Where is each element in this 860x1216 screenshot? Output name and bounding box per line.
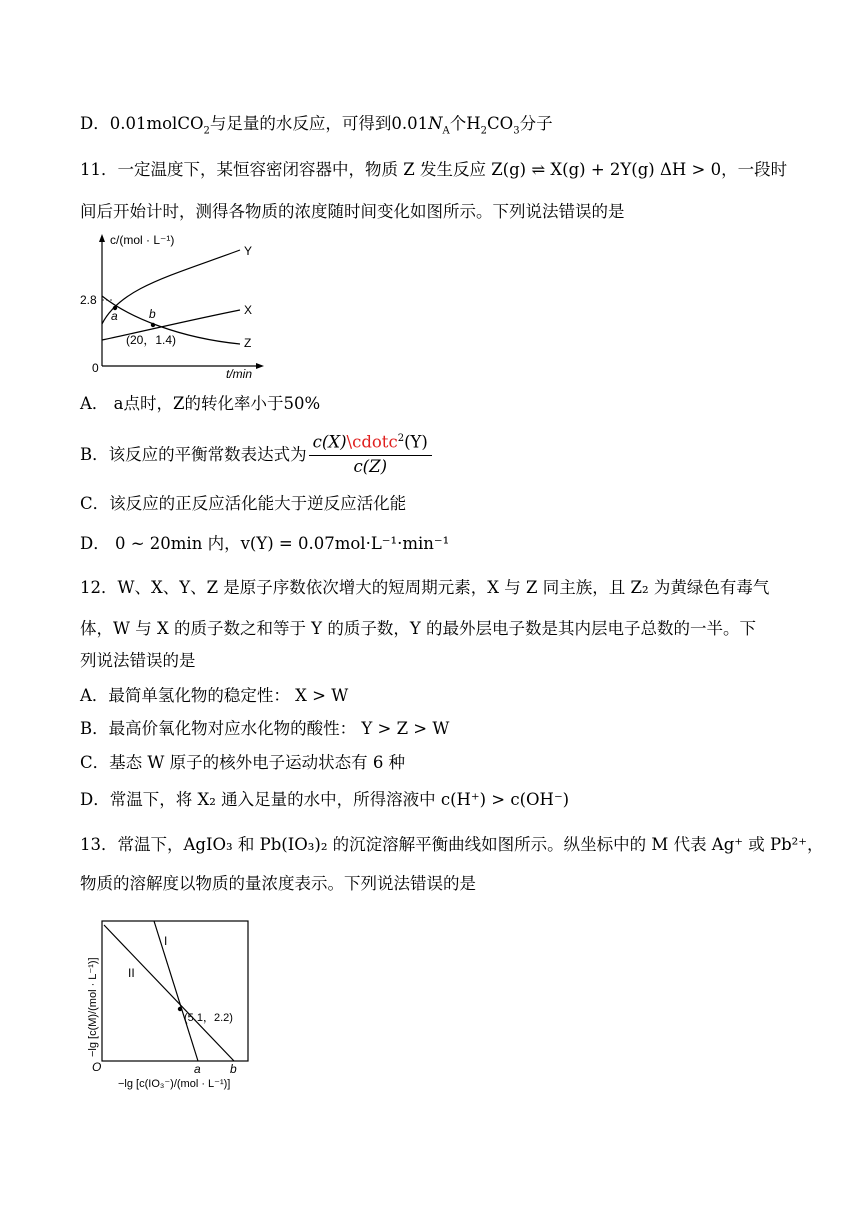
intersection-point <box>178 1007 182 1011</box>
q13-stem-line-1: 13．常温下，AgIO₃ 和 Pb(IO₃)₂ 的沉淀溶解平衡曲线如图所示。纵坐标中的 M 代表 Ag⁺ 或 Pb²⁺， <box>80 835 824 854</box>
point-a-label: a <box>111 309 118 323</box>
curve-y <box>102 250 240 324</box>
origin-label: O <box>92 1060 102 1074</box>
q12-option-d: D．常温下，将 X₂ 通入足量的水中，所得溶液中 c(H⁺) > c(OH⁻) <box>80 790 570 809</box>
option-label: D． <box>80 114 110 133</box>
q11-option-a: A． a点时，Z的转化率小于50% <box>80 394 321 413</box>
y-axis-label: −lg [c(M)/(mol · L⁻¹)] <box>87 957 99 1057</box>
q13-stem-line-2: 物质的溶解度以物质的量浓度表示。下列说法错误的是 <box>80 874 476 893</box>
curve-ii <box>104 925 234 1061</box>
q12-option-c: C．基态 W 原子的核外电子运动状态有 6 种 <box>80 753 406 772</box>
series-label-z: Z <box>244 336 252 350</box>
curve-ii-label: II <box>128 966 135 980</box>
equilibrium-fraction <box>309 428 432 478</box>
subscript: 2 <box>203 125 210 137</box>
origin-label: 0 <box>92 361 99 375</box>
numerator-part: (Y) <box>404 432 428 452</box>
q10-option-d <box>80 112 553 143</box>
option-text: 与足量的水反应，可得到0.01 <box>209 114 429 133</box>
intersection-label: (5.1，2.2) <box>184 1012 233 1024</box>
curve-i <box>154 921 198 1061</box>
subscript: 3 <box>513 125 520 137</box>
x-axis-label: t/min <box>226 367 253 380</box>
x-axis-label: −lg [c(IO₃⁻)/(mol · L⁻¹)] <box>118 1078 231 1090</box>
q11-stem-line-2: 间后开始计时，测得各物质的浓度随时间变化如图所示。下列说法错误的是 <box>80 202 625 221</box>
point-b <box>151 323 155 327</box>
series-label-x: X <box>244 303 253 317</box>
superscript: 2 <box>397 433 405 444</box>
q11-stem-line-1: 11．一定温度下，某恒容密闭容器中，物质 Z 发生反应 Z(g) ⇌ X(g) + 2Y(g) ΔH > 0，一段时 <box>80 160 788 179</box>
subscript: A <box>442 125 450 137</box>
y-tick-label: 2.8 <box>80 293 97 307</box>
q12-stem-line-3: 列说法错误的是 <box>80 651 196 670</box>
x-mark-b: b <box>230 1062 237 1076</box>
q12-stem-line-1: 12．W、X、Y、Z 是原子序数依次增大的短周期元素，X 与 Z 同主族，且 Z₂ 为黄绿色有毒气 <box>80 578 770 597</box>
q11-concentration-chart <box>80 228 280 380</box>
x-mark-a: a <box>194 1062 201 1076</box>
numerator-latex-artifact: \cdotc <box>346 432 398 452</box>
q12-option-a: A．最简单氢化物的稳定性： X > W <box>80 686 349 705</box>
point-b-coords: (20，1.4) <box>126 333 177 347</box>
curve-i-label: I <box>164 934 168 948</box>
y-axis-arrow <box>99 234 105 242</box>
series-label-y: Y <box>244 244 253 258</box>
q11-option-c: C．该反应的正反应活化能大于逆反应活化能 <box>80 494 407 513</box>
q12-option-b: B．最高价氧化物对应水化物的酸性： Y > Z > W <box>80 719 450 738</box>
option-b-prefix: B．该反应的平衡常数表达式为 <box>80 444 307 464</box>
q11-option-b <box>80 428 432 478</box>
fraction-numerator <box>309 428 432 456</box>
fraction-denominator: c(Z) <box>353 456 388 476</box>
option-text: 个H <box>449 114 481 133</box>
formula-text: 0.01molCO <box>109 114 204 133</box>
q12-stem-line-2: 体，W 与 X 的质子数之和等于 Y 的质子数，Y 的最外层电子数是其内层电子总数的一半。下 <box>80 619 756 638</box>
q13-solubility-chart <box>80 915 270 1095</box>
y-axis-label: c/(mol · L⁻¹) <box>110 233 175 247</box>
q11-option-d: D． 0 ~ 20min 内，v(Y) = 0.07mol·L⁻¹·min⁻¹ <box>80 534 450 553</box>
formula-text: CO <box>487 114 514 133</box>
option-text: 分子 <box>519 114 553 133</box>
numerator-part: c(X) <box>312 432 347 452</box>
x-axis-arrow <box>256 363 264 369</box>
avogadro-symbol: N <box>428 114 443 133</box>
point-b-label: b <box>149 307 156 321</box>
plot-frame <box>102 921 248 1061</box>
subscript: 2 <box>480 125 488 137</box>
